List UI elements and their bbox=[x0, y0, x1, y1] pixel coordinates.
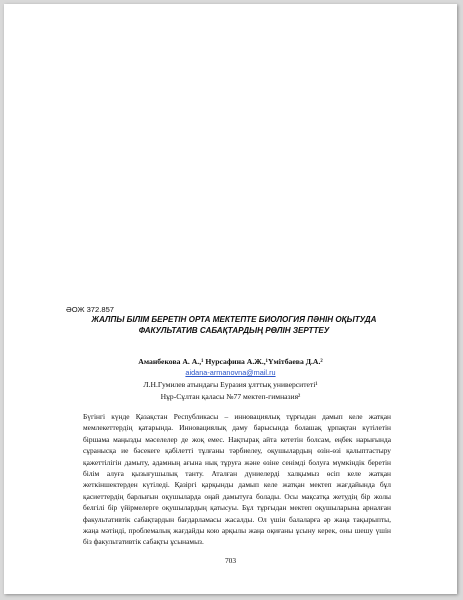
paper-title bbox=[54, 315, 414, 337]
body-line: біз факультативтік сабақты ұсынамыз. bbox=[83, 537, 204, 547]
body-line: жаңа мәтінді, проблемалық жағдайды кою арқылы жаңа оқиғаны ұсыну керек, оны шешу үшін bbox=[83, 526, 391, 536]
body-line: Бүгінгі күнде Қазақстан Республикасы – инновациялық тұрғыдан дамып келе жатқан bbox=[83, 412, 391, 421]
body-line: белгілі бір үйірмелерге оқушылардың қатысуы. Бұл тұрғыдан мектеп оқушыларына арналған bbox=[83, 503, 391, 513]
page-number: 703 bbox=[224, 556, 237, 565]
body-line: білім алуға қызығушылық танту. Аталған дүниелерді халқымыз өсіп келе жатқан bbox=[83, 469, 391, 479]
title-line: ЖАЛПЫ БІЛІМ БЕРЕТІН ОРТА МЕКТЕПТЕ БИОЛОГИЯ ПӘНІН ОҚЫТУДА bbox=[91, 315, 377, 324]
body-paragraph bbox=[83, 411, 391, 548]
body-line: қажеттілігін дамыту, адамның ағына нық тұруға және өзіне сенімді болуға мүмкіндік беретін bbox=[83, 457, 391, 467]
affiliation-line: Л.Н.Гумилев атындағы Еуразия ұлттық университеті¹ bbox=[143, 380, 318, 389]
body-line: факультативтік сабақтардын бағдарламасы жасалды. Ол үшін балаларға әр жаңа тақырыпты, bbox=[83, 514, 391, 524]
body-line: жеткіншектерден күтіледі. Қазіргі қарқынды дамып келе жатқан мектеп жағдайында бұл bbox=[83, 480, 391, 490]
body-line: біршама маңызды мәселелер де жоқ емес. Нақтырақ айта кететін болсам, еңбек нарығында bbox=[83, 434, 391, 444]
authors-line: Аманбекова А. А.,¹ Нурсафина А.Ж.,¹Үмітбаева Д.А.² bbox=[138, 357, 323, 366]
author-email-link[interactable]: aidana-armanovna@mail.ru bbox=[185, 368, 276, 377]
affiliation-line: Нұр-Сұлтан қаласы №77 мектеп-гимназия² bbox=[160, 392, 301, 401]
body-line: мемлекеттердің қатарында. Инновациялық даму барысында болашақ ұрпақтан күтілетін bbox=[83, 423, 391, 433]
document-page bbox=[4, 4, 457, 594]
body-line: қасиеттердің барлығын оқушыларда оңай дамытуға болады. Осы мақсатқа жетудің бір жолы bbox=[83, 491, 391, 501]
body-line: сұранысқа ие бәсекеге қабілетті тұлғаны тәрбиелеу, оқушылардың өзін-өзі қалыптастыру bbox=[83, 446, 391, 456]
udc-code: ӘОЖ 372.857 bbox=[66, 305, 115, 314]
title-line: ФАКУЛЬТАТИВ САБАҚТАРДЫҢ РӨЛІН ЗЕРТТЕУ bbox=[138, 325, 330, 335]
